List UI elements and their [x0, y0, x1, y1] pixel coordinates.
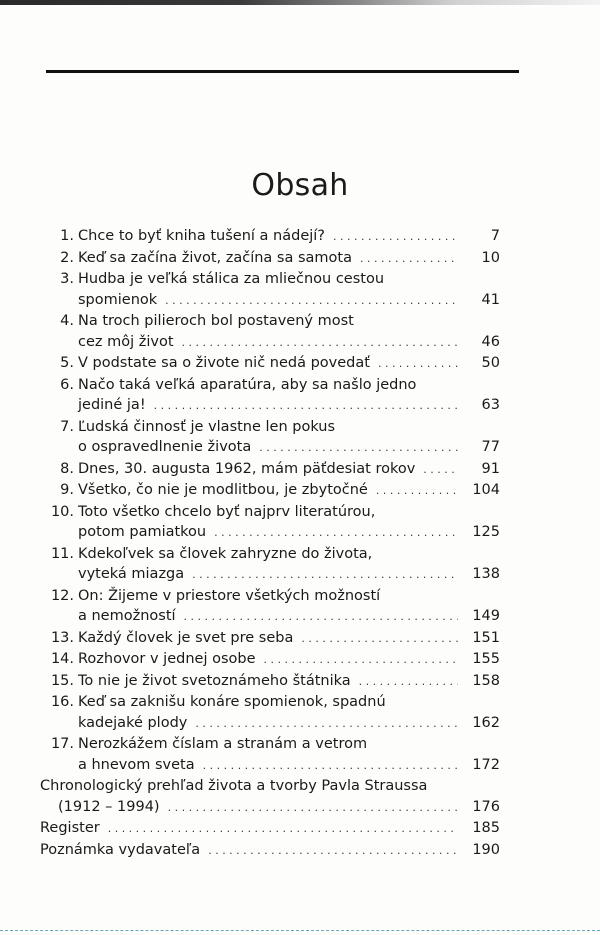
- toc-entry: [40, 544, 500, 586]
- toc-entry-line: [40, 671, 500, 693]
- toc-entry-line: [40, 375, 500, 396]
- toc-page-number: 190: [472, 841, 500, 858]
- dot-leader: [423, 460, 458, 481]
- dot-leader: [259, 438, 458, 459]
- toc-entry: [40, 628, 500, 650]
- toc-entry: [40, 734, 500, 776]
- toc-entry-line: [40, 522, 500, 544]
- toc-page-number: 172: [472, 756, 500, 773]
- toc-entry-line: [40, 226, 500, 248]
- toc-entry-title: Chronologický prehľad života a tvorby Pavla Straussa: [40, 778, 428, 794]
- toc-page-number: 41: [481, 291, 500, 308]
- toc-entry-number: 12.: [50, 587, 74, 604]
- dot-leader: [154, 396, 458, 417]
- toc-entry-title: Rozhovor v jednej osobe: [78, 651, 256, 667]
- toc-entry-title: a nemožností: [78, 608, 176, 624]
- toc-entry-title: V podstate sa o živote nič nedá povedať: [78, 355, 370, 371]
- toc-entry-line: [40, 502, 500, 523]
- toc-entry-number: 15.: [50, 672, 74, 689]
- toc-entry-title: On: Žijeme v priestore všetkých možností: [78, 587, 381, 604]
- toc-entry-number: 14.: [50, 651, 74, 667]
- toc-entry-line: [40, 840, 500, 862]
- dot-leader: [168, 798, 458, 819]
- toc-entry: [40, 586, 500, 628]
- toc-entry: [40, 353, 500, 375]
- dot-leader: [264, 650, 458, 671]
- toc-entry: [40, 502, 500, 544]
- dot-leader: [378, 354, 458, 375]
- toc-entry-title: a hnevom sveta: [78, 756, 195, 773]
- toc-entry-title: vyteká miazga: [78, 566, 185, 582]
- toc-entry-title: (1912 – 1994): [58, 798, 160, 815]
- toc-entry-number: 8.: [60, 460, 74, 477]
- toc-entry-number: 3.: [60, 271, 74, 287]
- dot-leader: [359, 672, 458, 693]
- toc-entry: [40, 269, 500, 311]
- toc-page-number: 104: [472, 482, 500, 498]
- toc-entry: [40, 776, 500, 818]
- toc-page-number: 155: [472, 651, 500, 667]
- toc-entry-line: [40, 755, 500, 777]
- toc-entry-title: cez môj život: [78, 333, 174, 350]
- toc-entry-line: [40, 544, 500, 565]
- toc-entry-title: jediné ja!: [78, 397, 146, 413]
- toc-entry-line: [40, 311, 500, 332]
- toc-page-number: 149: [472, 608, 500, 624]
- toc-entry-line: [40, 437, 500, 459]
- toc-entry-number: 6.: [60, 376, 74, 393]
- toc-entry-title: Na troch pilieroch bol postavený most: [78, 313, 354, 329]
- table-of-contents: [40, 226, 500, 861]
- toc-page-number: 7: [490, 228, 500, 244]
- bottom-dashed-rule: [0, 930, 600, 931]
- toc-entry-number: 16.: [50, 694, 74, 710]
- top-edge-strip: [0, 0, 600, 5]
- toc-entry-line: [40, 248, 500, 270]
- toc-entry-line: [40, 353, 500, 375]
- toc-entry: [40, 671, 500, 693]
- dot-leader: [360, 249, 458, 270]
- toc-entry-title: kadejaké plody: [78, 714, 188, 731]
- toc-entry: [40, 818, 500, 840]
- toc-entry-title: Poznámka vydavateľa: [40, 841, 201, 858]
- toc-entry-line: [40, 628, 500, 650]
- toc-entry-line: [40, 797, 500, 819]
- toc-entry-title: Hudba je veľká stálica za mliečnou cestou: [78, 271, 385, 287]
- toc-entry-number: 11.: [50, 545, 74, 562]
- toc-page-number: 91: [481, 460, 500, 477]
- toc-page-number: 46: [481, 333, 500, 350]
- toc-page-number: 63: [481, 397, 500, 413]
- toc-page-number: 50: [481, 355, 500, 371]
- toc-entry: [40, 840, 500, 862]
- toc-page-number: 158: [472, 672, 500, 689]
- toc-entry-title: Načo taká veľká aparatúra, aby sa našlo jedno: [78, 376, 417, 393]
- toc-entry-line: [40, 818, 500, 840]
- toc-entry-title: Každý človek je svet pre seba: [78, 629, 294, 646]
- page-title: Obsah: [251, 168, 349, 203]
- dot-leader: [108, 819, 458, 840]
- toc-entry-line: [40, 692, 500, 713]
- toc-entry-number: 1.: [60, 228, 74, 244]
- dot-leader: [208, 841, 458, 862]
- toc-entry-line: [40, 586, 500, 607]
- toc-entry-title: o ospravedlnenie života: [78, 439, 252, 455]
- toc-page-number: 162: [472, 714, 500, 731]
- toc-entry-line: [40, 734, 500, 755]
- toc-entry-title: Register: [40, 820, 100, 836]
- dot-leader: [333, 227, 458, 248]
- toc-entry-line: [40, 649, 500, 671]
- toc-entry-line: [40, 776, 500, 797]
- toc-entry: [40, 417, 500, 459]
- toc-page-number: 185: [472, 820, 500, 836]
- toc-entry: [40, 459, 500, 481]
- toc-entry: [40, 692, 500, 734]
- toc-entry: [40, 480, 500, 502]
- toc-page-number: 151: [472, 629, 500, 646]
- toc-entry-title: To nie je život svetoznámeho štátnika: [78, 672, 351, 689]
- toc-page-number: 10: [481, 249, 500, 266]
- toc-entry: [40, 248, 500, 270]
- toc-entry-line: [40, 332, 500, 354]
- toc-entry-title: Keď sa začína život, začína sa samota: [78, 249, 352, 266]
- dot-leader: [192, 565, 458, 586]
- header-rule: [46, 70, 519, 73]
- toc-entry: [40, 649, 500, 671]
- toc-entry-title: spomienok: [78, 291, 158, 308]
- dot-leader: [165, 291, 458, 312]
- toc-entry-line: [40, 564, 500, 586]
- toc-entry-line: [40, 290, 500, 312]
- dot-leader: [195, 714, 458, 735]
- toc-entry-line: [40, 395, 500, 417]
- toc-entry-number: 4.: [60, 313, 74, 329]
- toc-entry-title: Keď sa zaknišu konáre spomienok, spadnú: [78, 694, 386, 710]
- toc-entry-number: 13.: [50, 629, 74, 646]
- toc-page-number: 125: [472, 524, 500, 540]
- toc-entry-line: [40, 269, 500, 290]
- toc-entry-title: potom pamiatkou: [78, 524, 207, 540]
- toc-entry: [40, 226, 500, 248]
- dot-leader: [376, 481, 458, 502]
- toc-entry-title: Chce to byť kniha tušení a nádejí?: [78, 228, 325, 244]
- toc-entry-number: 7.: [60, 418, 74, 435]
- toc-entry-number: 9.: [60, 482, 74, 498]
- toc-entry-number: 17.: [50, 736, 74, 752]
- toc-entry-number: 5.: [60, 355, 74, 371]
- toc-entry-line: [40, 713, 500, 735]
- toc-entry-line: [40, 606, 500, 628]
- toc-entry-title: Kdekoľvek sa človek zahryzne do života,: [78, 545, 373, 562]
- dot-leader: [214, 523, 458, 544]
- toc-entry-title: Nerozkážem číslam a stranám a vetrom: [78, 736, 368, 752]
- toc-entry-title: Toto všetko chcelo byť najprv literatúrou,: [78, 503, 376, 520]
- dot-leader: [301, 629, 458, 650]
- toc-entry-line: [40, 480, 500, 502]
- toc-entry-number: 10.: [50, 503, 74, 520]
- toc-entry-line: [40, 417, 500, 438]
- dot-leader: [203, 756, 458, 777]
- toc-entry-line: [40, 459, 500, 481]
- toc-page-number: 138: [472, 566, 500, 582]
- toc-entry: [40, 375, 500, 417]
- dot-leader: [184, 607, 458, 628]
- dot-leader: [182, 333, 458, 354]
- toc-entry: [40, 311, 500, 353]
- toc-entry-number: 2.: [60, 249, 74, 266]
- toc-page-number: 77: [481, 439, 500, 455]
- toc-entry-title: Ľudská činnosť je vlastne len pokus: [78, 418, 336, 435]
- toc-entry-title: Dnes, 30. augusta 1962, mám päťdesiat rokov: [78, 460, 416, 477]
- toc-entry-title: Všetko, čo nie je modlitbou, je zbytočné: [78, 482, 368, 498]
- toc-page-number: 176: [472, 798, 500, 815]
